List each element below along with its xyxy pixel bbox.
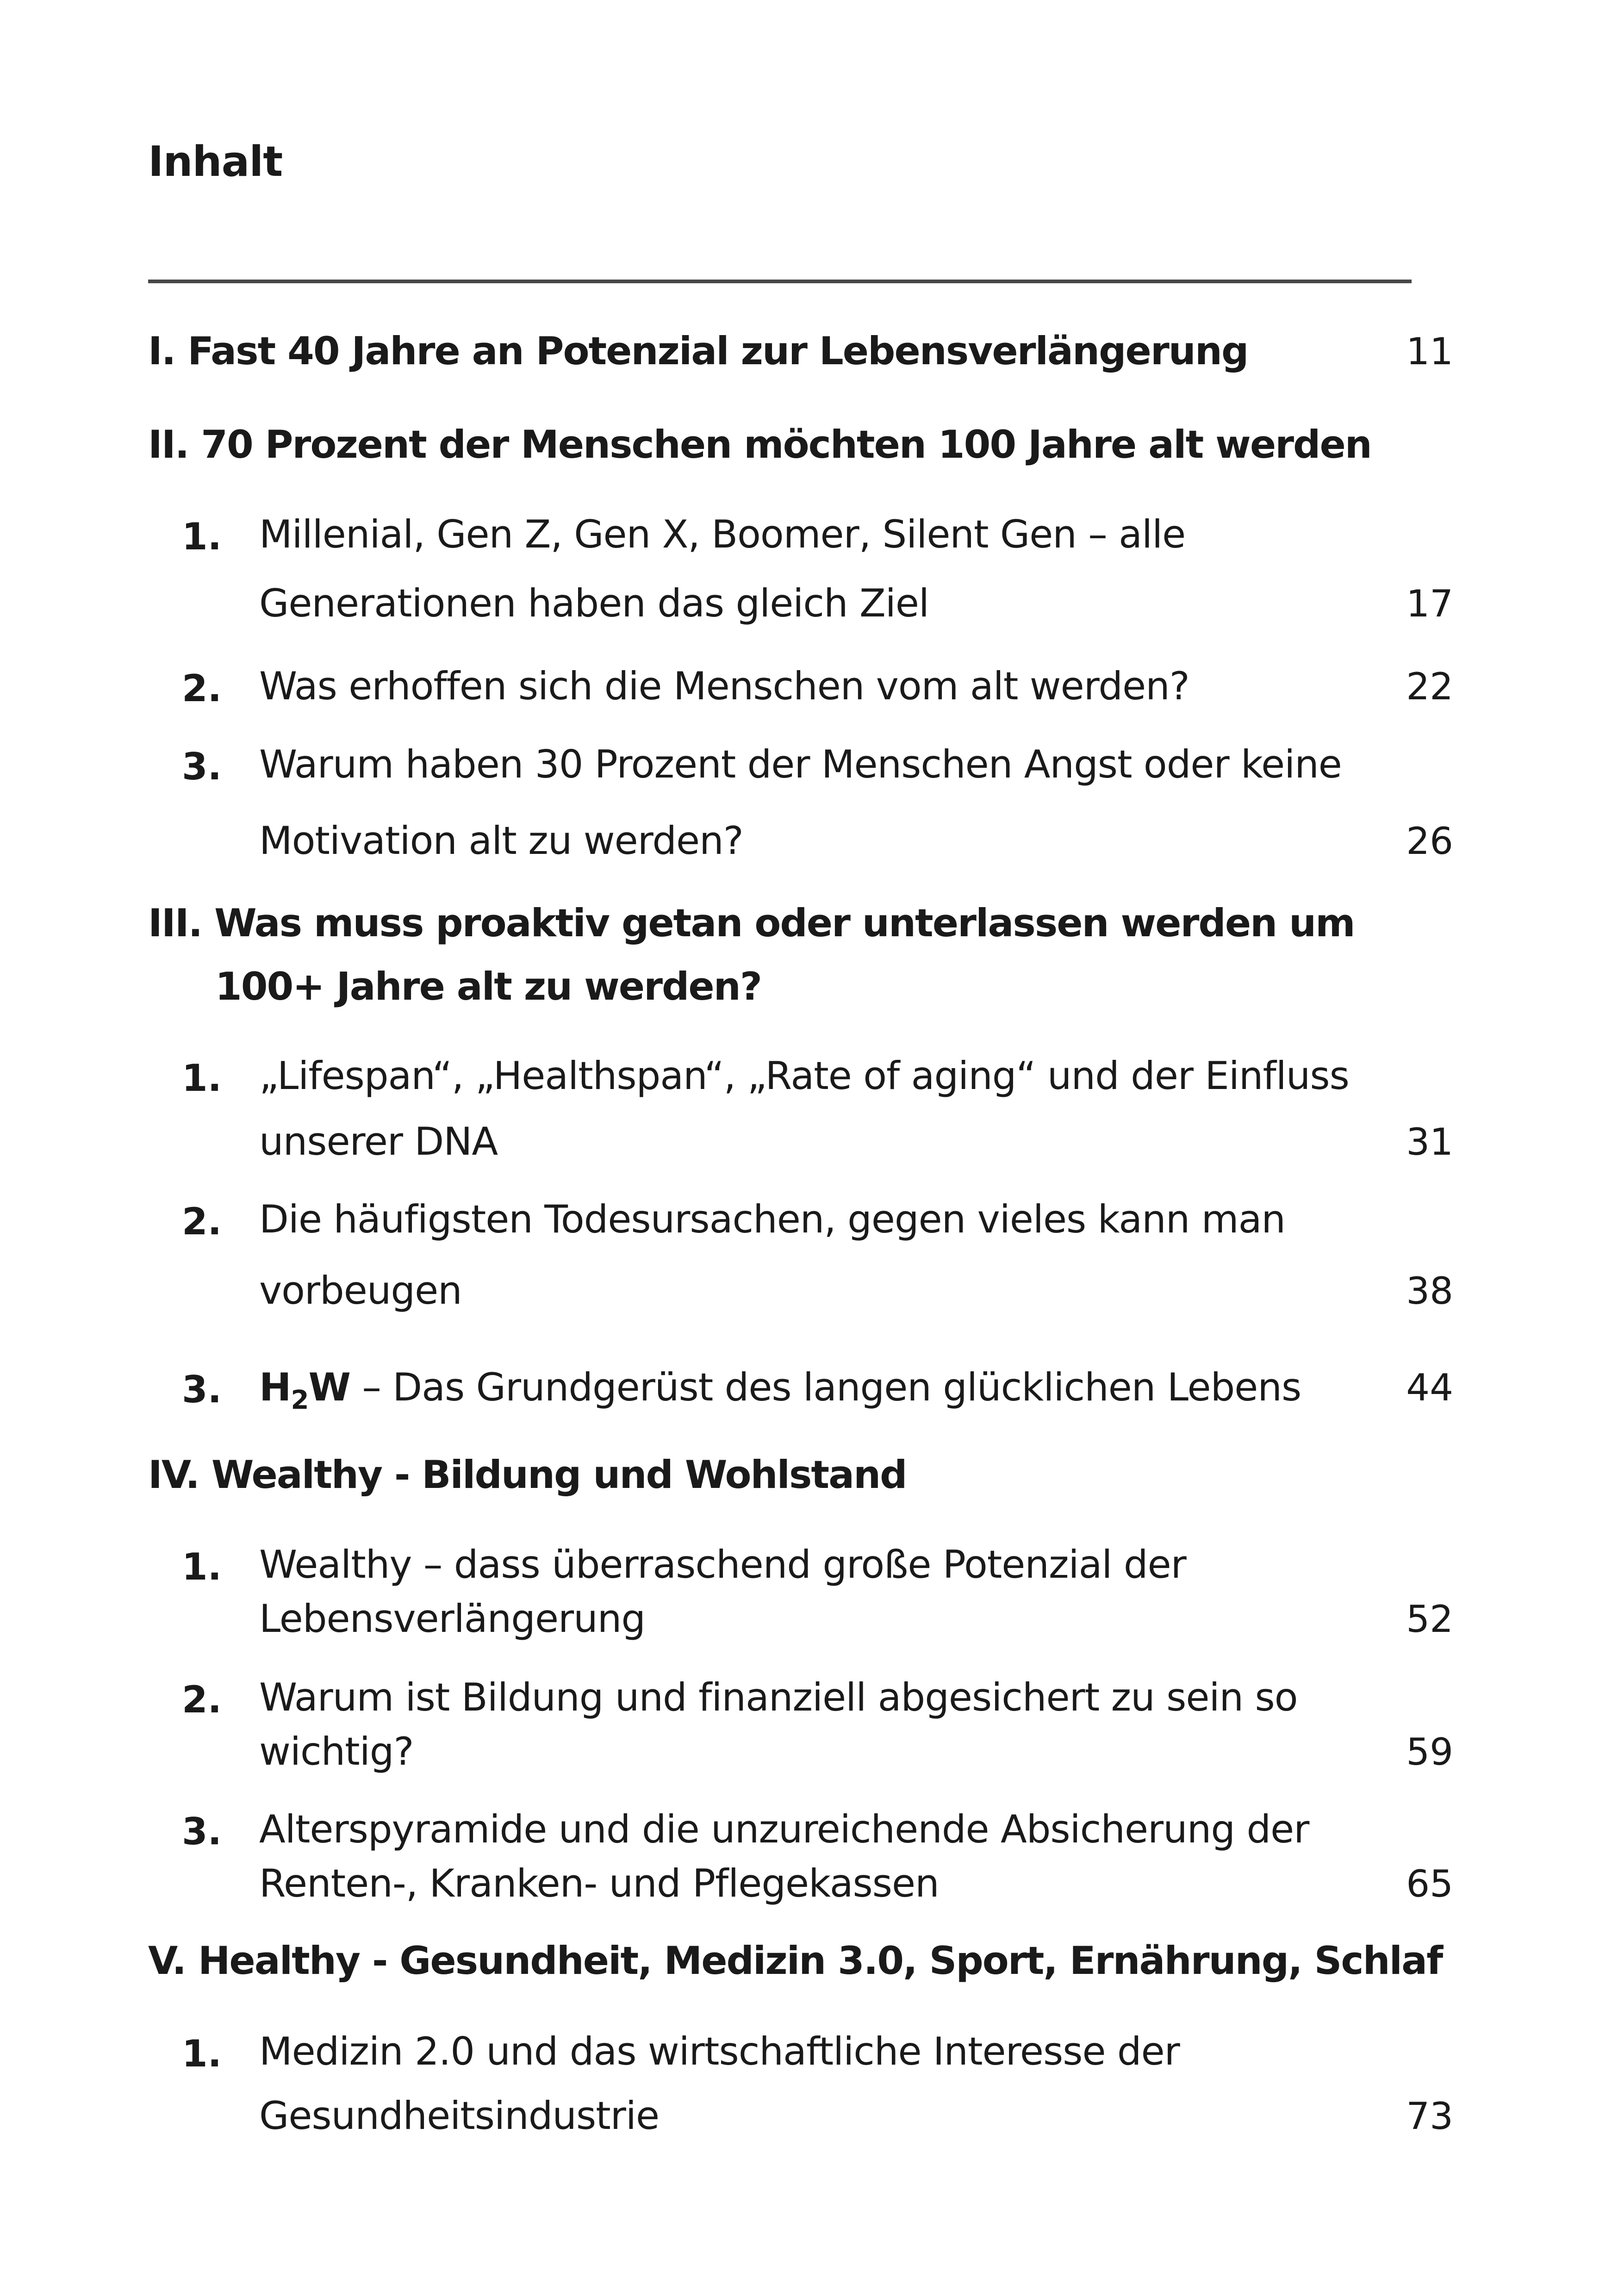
chapter-2-title: II. 70 Prozent der Menschen möchten 100 Jahre alt werden bbox=[148, 422, 1371, 467]
ch2-item-2-line-1: Was erhoffen sich die Menschen vom alt werden? bbox=[259, 664, 1189, 709]
ch2-item-1-number: 1. bbox=[182, 515, 222, 558]
ch4-item-2-page: 59 bbox=[1406, 1730, 1453, 1773]
ch2-item-2-page: 22 bbox=[1406, 665, 1453, 708]
ch4-item-3-line-1: Alterspyramide und die unzureichende Absicherung der bbox=[259, 1807, 1309, 1852]
ch4-item-1-page: 52 bbox=[1406, 1598, 1453, 1641]
ch5-item-1-line-1: Medizin 2.0 und das wirtschaftliche Interesse der bbox=[259, 2029, 1180, 2074]
ch3-item-3-page: 44 bbox=[1406, 1366, 1453, 1409]
ch3-item-1-number: 1. bbox=[182, 1057, 222, 1100]
ch3-item-2-number: 2. bbox=[182, 1200, 222, 1243]
ch4-item-2-line-1: Warum ist Bildung und finanziell abgesichert zu sein so bbox=[259, 1675, 1298, 1720]
ch3-item-3-line-1: $H_2W$ – Das Grundgerüst des langen glücklichen Lebens bbox=[259, 1365, 1301, 1415]
ch2-item-3-number: 3. bbox=[182, 745, 222, 788]
chapter-1-title: I. Fast 40 Jahre an Potenzial zur Lebensverlängerung bbox=[148, 329, 1248, 373]
chapter-3-title-line-1: III. Was muss proaktiv getan oder unterlassen werden um bbox=[148, 901, 1355, 946]
ch3-item-2-line-2: vorbeugen bbox=[259, 1268, 462, 1313]
chapter-5-title: V. Healthy - Gesundheit, Medizin 3.0, Sport, Ernährung, Schlaf bbox=[148, 1938, 1443, 1983]
ch2-item-1-line-2: Generationen haben das gleich Ziel bbox=[259, 581, 929, 626]
ch4-item-3-page: 65 bbox=[1406, 1862, 1453, 1905]
ch4-item-3-number: 3. bbox=[182, 1810, 222, 1853]
ch3-item-1-line-2: unserer DNA bbox=[259, 1119, 498, 1164]
chapter-1-page: 11 bbox=[1406, 330, 1453, 373]
ch4-item-2-number: 2. bbox=[182, 1678, 222, 1721]
page-title: Inhalt bbox=[148, 137, 283, 186]
ch2-item-3-line-1: Warum haben 30 Prozent der Menschen Angst oder keine bbox=[259, 742, 1342, 787]
chapter-3-title-line-2: 100+ Jahre alt zu werden? bbox=[215, 964, 761, 1009]
ch3-item-3-number: 3. bbox=[182, 1368, 222, 1411]
ch3-item-2-line-1: Die häufigsten Todesursachen, gegen vieles kann man bbox=[259, 1197, 1286, 1242]
chapter-4-title: IV. Wealthy - Bildung und Wohlstand bbox=[148, 1452, 907, 1497]
ch4-item-1-number: 1. bbox=[182, 1545, 222, 1588]
h2w-formula: $H_2W$ bbox=[259, 1365, 350, 1415]
ch2-item-1-page: 17 bbox=[1406, 582, 1453, 625]
ch4-item-3-line-2: Renten-, Kranken- und Pflegekassen bbox=[259, 1861, 939, 1906]
ch2-item-2-number: 2. bbox=[182, 667, 222, 710]
ch2-item-3-page: 26 bbox=[1406, 820, 1453, 863]
ch5-item-1-number: 1. bbox=[182, 2032, 222, 2075]
ch4-item-1-line-1: Wealthy – dass überraschend große Potenzial der bbox=[259, 1542, 1186, 1587]
ch4-item-1-line-2: Lebensverlängerung bbox=[259, 1596, 646, 1641]
ch5-item-1-line-2: Gesundheitsindustrie bbox=[259, 2093, 660, 2138]
ch5-item-1-page: 73 bbox=[1406, 2095, 1453, 2138]
ch4-item-2-line-2: wichtig? bbox=[259, 1729, 414, 1774]
ch2-item-1-line-1: Millenial, Gen Z, Gen X, Boomer, Silent Gen – alle bbox=[259, 512, 1186, 557]
ch2-item-3-line-2: Motivation alt zu werden? bbox=[259, 818, 743, 863]
ch3-item-1-line-1: „Lifespan“, „Healthspan“, „Rate of aging“ und der Einfluss bbox=[259, 1053, 1349, 1098]
ch3-item-2-page: 38 bbox=[1406, 1269, 1453, 1313]
divider-rule bbox=[148, 280, 1412, 283]
ch3-item-1-page: 31 bbox=[1406, 1120, 1453, 1164]
